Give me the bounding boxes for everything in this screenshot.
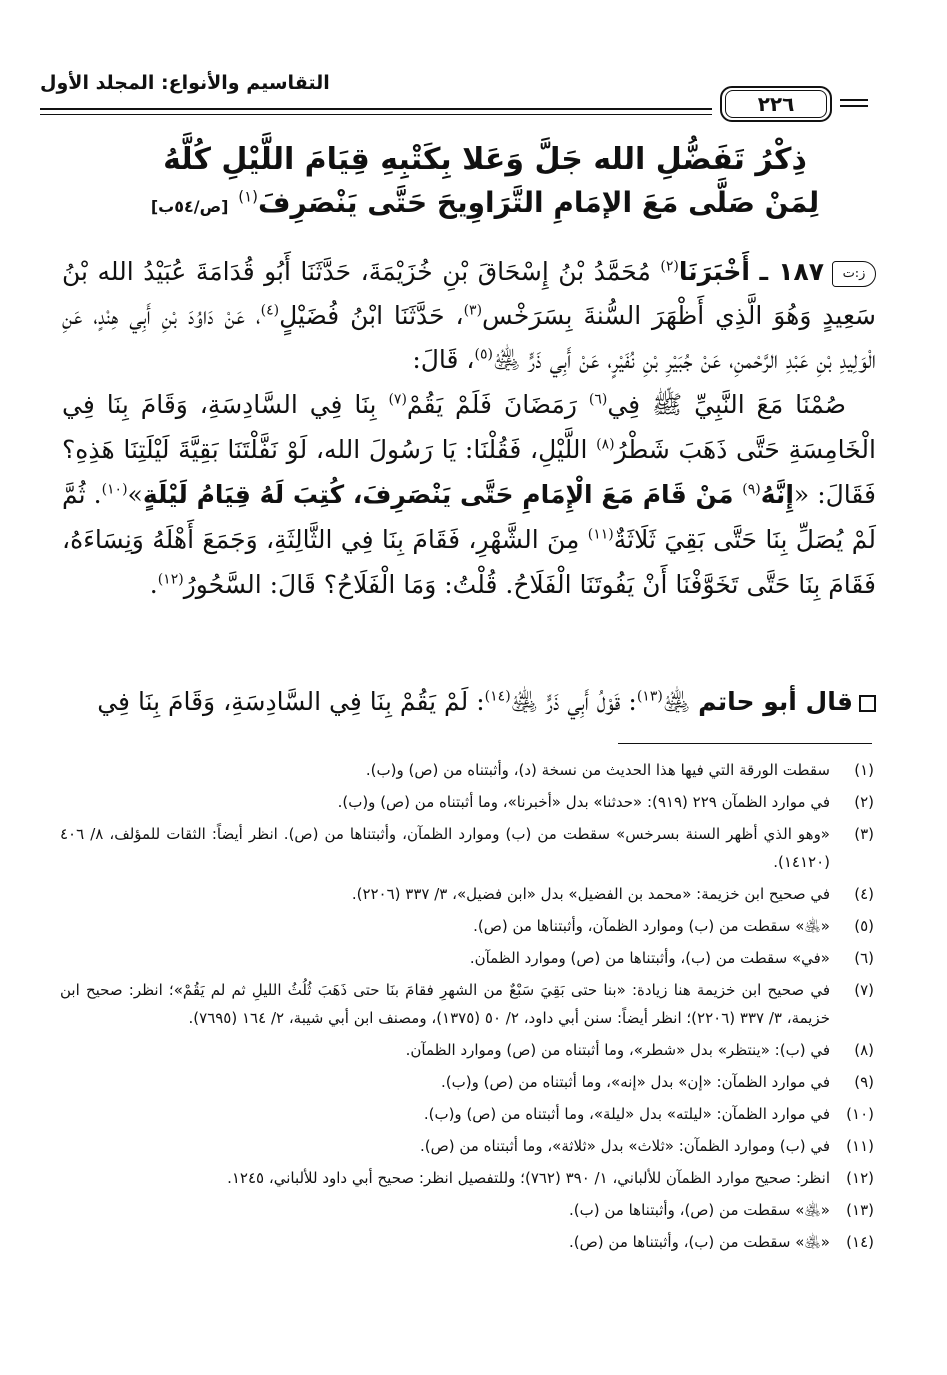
- footnote-ref: (٥): [474, 346, 493, 363]
- footnote-text: في موارد الظمآن: «إن» بدل «إنه»، وما أثبتناه من (ص) و(ب).: [441, 1073, 830, 1091]
- footnote-item: [60, 1164, 874, 1192]
- footnote-text: في موارد الظمآن: «ليلته» بدل «ليلة»، وما أثبتناه من (ص) و(ب).: [423, 1105, 830, 1123]
- footnote-item: [60, 1132, 874, 1160]
- isnad-text: ، حَدَّثَنَا ابْنُ فُضَيْلٍ: [279, 301, 464, 330]
- footnote-item: [60, 880, 874, 908]
- footnote-item: [60, 1196, 874, 1224]
- footnote-text: في صحيح ابن خزيمة: «محمد بن الفضيل» بدل «ابن فضيل»، ٣/ ٣٣٧ (٢٢٠٦).: [351, 885, 830, 903]
- footnote-item: [60, 976, 874, 1032]
- footnote-number: (٤): [854, 885, 874, 903]
- page-number-frame: [720, 86, 832, 122]
- matn-text: »: [127, 480, 143, 509]
- hadith-isnad: [62, 250, 876, 382]
- footnote-item: [60, 1068, 874, 1096]
- footnote-ref: (١٢): [157, 571, 184, 588]
- footnote-text: في موارد الظمآن ٢٢٩ (٩١٩): «حدثنا» بدل «أخبرنا»، وما أثبتناه من (ص) و(ب).: [337, 793, 830, 811]
- footnote-text: انظر: صحيح موارد الظمآن للألباني، ١/ ٣٩٠ (٧٦٢)؛ وللتفصيل انظر: صحيح أبي داود للألباني، ١٢٤٥.: [227, 1169, 830, 1187]
- footnote-item: [60, 1228, 874, 1256]
- hadith-matn: [62, 382, 876, 607]
- heading-line2-text: لِمَنْ صَلَّى مَعَ الإمَامِ التَّرَاوِيحَ حَتَّى يَنْصَرِفَ: [258, 186, 820, 219]
- akhbarana-word: أَخْبَرَنَا: [678, 257, 750, 286]
- footnote-number: (٥): [854, 917, 874, 935]
- comment-text: : قَوْلُ أَبِي ذَرٍّ ﵁: [510, 687, 637, 716]
- footnote-text: «في» سقطت من (ب)، وأثبتناها من (ص) وموارد الظمآن.: [469, 949, 830, 967]
- footnote-text: سقطت الورقة التي فيها هذا الحديث من نسخة (د)، وأثبتناه من (ص) و(ب).: [365, 761, 830, 779]
- footnote-ref: (١٠): [101, 481, 128, 498]
- footnote-number: (٧): [854, 981, 874, 999]
- footnote-number: (١٢): [846, 1169, 874, 1187]
- footnote-text: في (ب) وموارد الظمآن: «ثلاث» بدل «ثلاثة»، وما أثبتناه من (ص).: [420, 1137, 830, 1155]
- footnote-number: (١٤): [846, 1233, 874, 1251]
- matn-text: . ثُمَّ لَمْ يُصَلِّ بِنَا حَتَّى بَقِيَ ثَلَاثَةٌ: [62, 480, 876, 554]
- footnote-item: [60, 756, 874, 784]
- matn-text: .: [149, 570, 158, 599]
- footnote-ref: (٤): [260, 302, 280, 319]
- footnote-number: (٣): [854, 825, 874, 843]
- page-number: ٢٢٦: [725, 90, 827, 118]
- comment-label: قال أبو حاتم: [698, 687, 853, 716]
- matn-text: رَمَضَانَ فَلَمْ يَقُمْ: [406, 390, 589, 419]
- footnote-item: [60, 820, 874, 876]
- footnote-ref: (٦): [588, 391, 608, 408]
- footnote-text: «﵁» سقطت من (ص)، وأثبتناها من (ب).: [569, 1201, 830, 1219]
- author-comment: [62, 680, 876, 724]
- footnote-ref: (٩): [742, 481, 761, 498]
- footnote-number: (٢): [854, 793, 874, 811]
- footnotes: [60, 756, 874, 1260]
- footnote-ref: (١٤): [484, 688, 511, 705]
- prophetic-saying: مَنْ قَامَ مَعَ الْإِمَامِ حَتَّى يَنْصَرِفَ، كُتِبَ لَهُ قِيَامُ لَيْلَةٍ: [142, 480, 743, 509]
- footnote-text: «﵁» سقطت من (ب) وموارد الظمآن، وأثبتناها من (ص).: [473, 917, 830, 935]
- hadith-number: ١٨٧ ـ: [759, 257, 825, 286]
- footnote-ref: (٢): [660, 258, 679, 275]
- footnote-number: (١٠): [846, 1105, 874, 1123]
- running-title: التقاسيم والأنواع: المجلد الأول: [40, 72, 330, 94]
- comment-square-icon: [859, 695, 876, 712]
- source-symbol-badge: ز:ت: [832, 261, 876, 287]
- footnote-number: (٦): [854, 949, 874, 967]
- footnote-item: [60, 912, 874, 940]
- footnote-text: في (ب): «ينتظر» بدل «شطر»، وما أثبتناه من (ص) وموارد الظمآن.: [405, 1041, 830, 1059]
- footnote-number: (١): [854, 761, 874, 779]
- footnote-separator: [618, 743, 872, 744]
- footnote-ref: (١): [238, 187, 258, 206]
- header-ornament: [840, 99, 868, 107]
- isnad-text: ، قَالَ:: [412, 345, 475, 374]
- footnote-item: [60, 1036, 874, 1064]
- footnote-text: «وهو الذي أظهر السنة بسرخس» سقطت من (ب) وموارد الظمآن، وأثبتناها من (ص). انظر أيضاً: الثقات للمؤلف، ٨/ ٤٠٦ (١٤١٢٠).: [60, 825, 830, 871]
- footnote-number: (٩): [854, 1073, 874, 1091]
- prophetic-saying: إِنَّهُ: [760, 480, 794, 509]
- footnote-text: في صحيح ابن خزيمة هنا زيادة: «بنا حتى بَقِيَ سَبْعٌ من الشهرِ فقامَ بنَا حتى ذَهَبَ ثُلُثُ الليلِ ثم لم يَقُمْ»؛ انظر: صحيح ابن خزيمة، ٣/ ٣٣٧ (٢٢٠٦)؛ انظر أيضاً: سنن أبي داود، ٢/ ٥٠ (١٣٧٥)، ومصنف ابن أبي شيبة، ٢/ ١٦٤ (٧٦٩٥).: [60, 981, 830, 1027]
- comment-text: : لَمْ يَقُمْ بِنَا فِي السَّادِسَةِ، وَقَامَ بِنَا فِي: [97, 687, 485, 716]
- footnote-item: [60, 788, 874, 816]
- footnote-item: [60, 944, 874, 972]
- isnad-text: ، عَنْ دَاوُدَ بْنِ أَبِي هِنْدٍ، عَنِ الْوَلِيدِ بْنِ عَبْدِ الرَّحْمنِ، عَنْ جُبَيْرِ بْنِ نُفَيْرٍ، عَنْ أَبِي ذَرٍّ ﵁: [62, 301, 876, 374]
- isnad-text: مُحَمَّدُ بْنُ إِسْحَاقَ بْنِ خُزَيْمَةَ، حَدَّثَنَا أَبُو قُدَامَةَ عُبَيْدُ الله بْنُ سَعِيدٍ وَهُوَ الَّذِي أَظْهَرَ السُّنةَ بِسَرَخْس: [62, 257, 876, 330]
- footnote-text: «﵁» سقطت من (ب)، وأثبتناها من (ص).: [569, 1233, 830, 1251]
- section-heading-line2: [60, 186, 910, 219]
- footnote-item: [60, 1100, 874, 1128]
- comment-honorific: ﵁: [662, 687, 699, 716]
- footnote-ref: (١١): [587, 526, 614, 543]
- footnote-number: (١٣): [846, 1201, 874, 1219]
- footnote-ref: (٧): [388, 391, 407, 408]
- matn-text: صُمْنَا مَعَ النَّبِيِّ ﷺ فِي: [607, 390, 846, 419]
- matn-text: مِنَ الشَّهْرِ، فَقَامَ بِنَا فِي الثَّالِثَةِ، وَجَمَعَ أَهْلَهُ وَنِسَاءَهُ، فَقَامَ بِنَا حَتَّى تَخَوَّفْنَا أَنْ يَفُوتَنَا الْفَلَاحُ. قُلْتُ: وَمَا الْفَلَاحُ؟ قَالَ: السَّحُورُ: [62, 525, 876, 599]
- manuscript-folio: [ص/٥٤ب]: [150, 197, 229, 216]
- footnote-ref: (١٣): [636, 688, 663, 705]
- footnote-ref: (٣): [463, 302, 483, 319]
- footnote-number: (٨): [854, 1041, 874, 1059]
- matn-text: بِنَا فِي السَّادِسَةِ، وَقَامَ بِنَا فِي الْخَامِسَةِ حَتَّى ذَهَبَ شَطْرُ: [62, 390, 876, 464]
- matn-text: اللَّيْلِ، فَقُلْنَا: يَا رَسُولَ الله، لَوْ نَفَّلْتَنَا بَقِيَّةَ لَيْلَتِنَا هَذِهِ؟ فَقَالَ: «: [62, 435, 876, 509]
- section-heading-line1: ذِكْرُ تَفَضُّلِ الله جَلَّ وَعَلا بِكَتْبِهِ قِيَامَ اللَّيْلِ كُلَّهُ: [163, 142, 807, 177]
- footnote-number: (١١): [846, 1137, 874, 1155]
- header-rule: [40, 108, 712, 115]
- footnote-ref: (٨): [596, 436, 615, 453]
